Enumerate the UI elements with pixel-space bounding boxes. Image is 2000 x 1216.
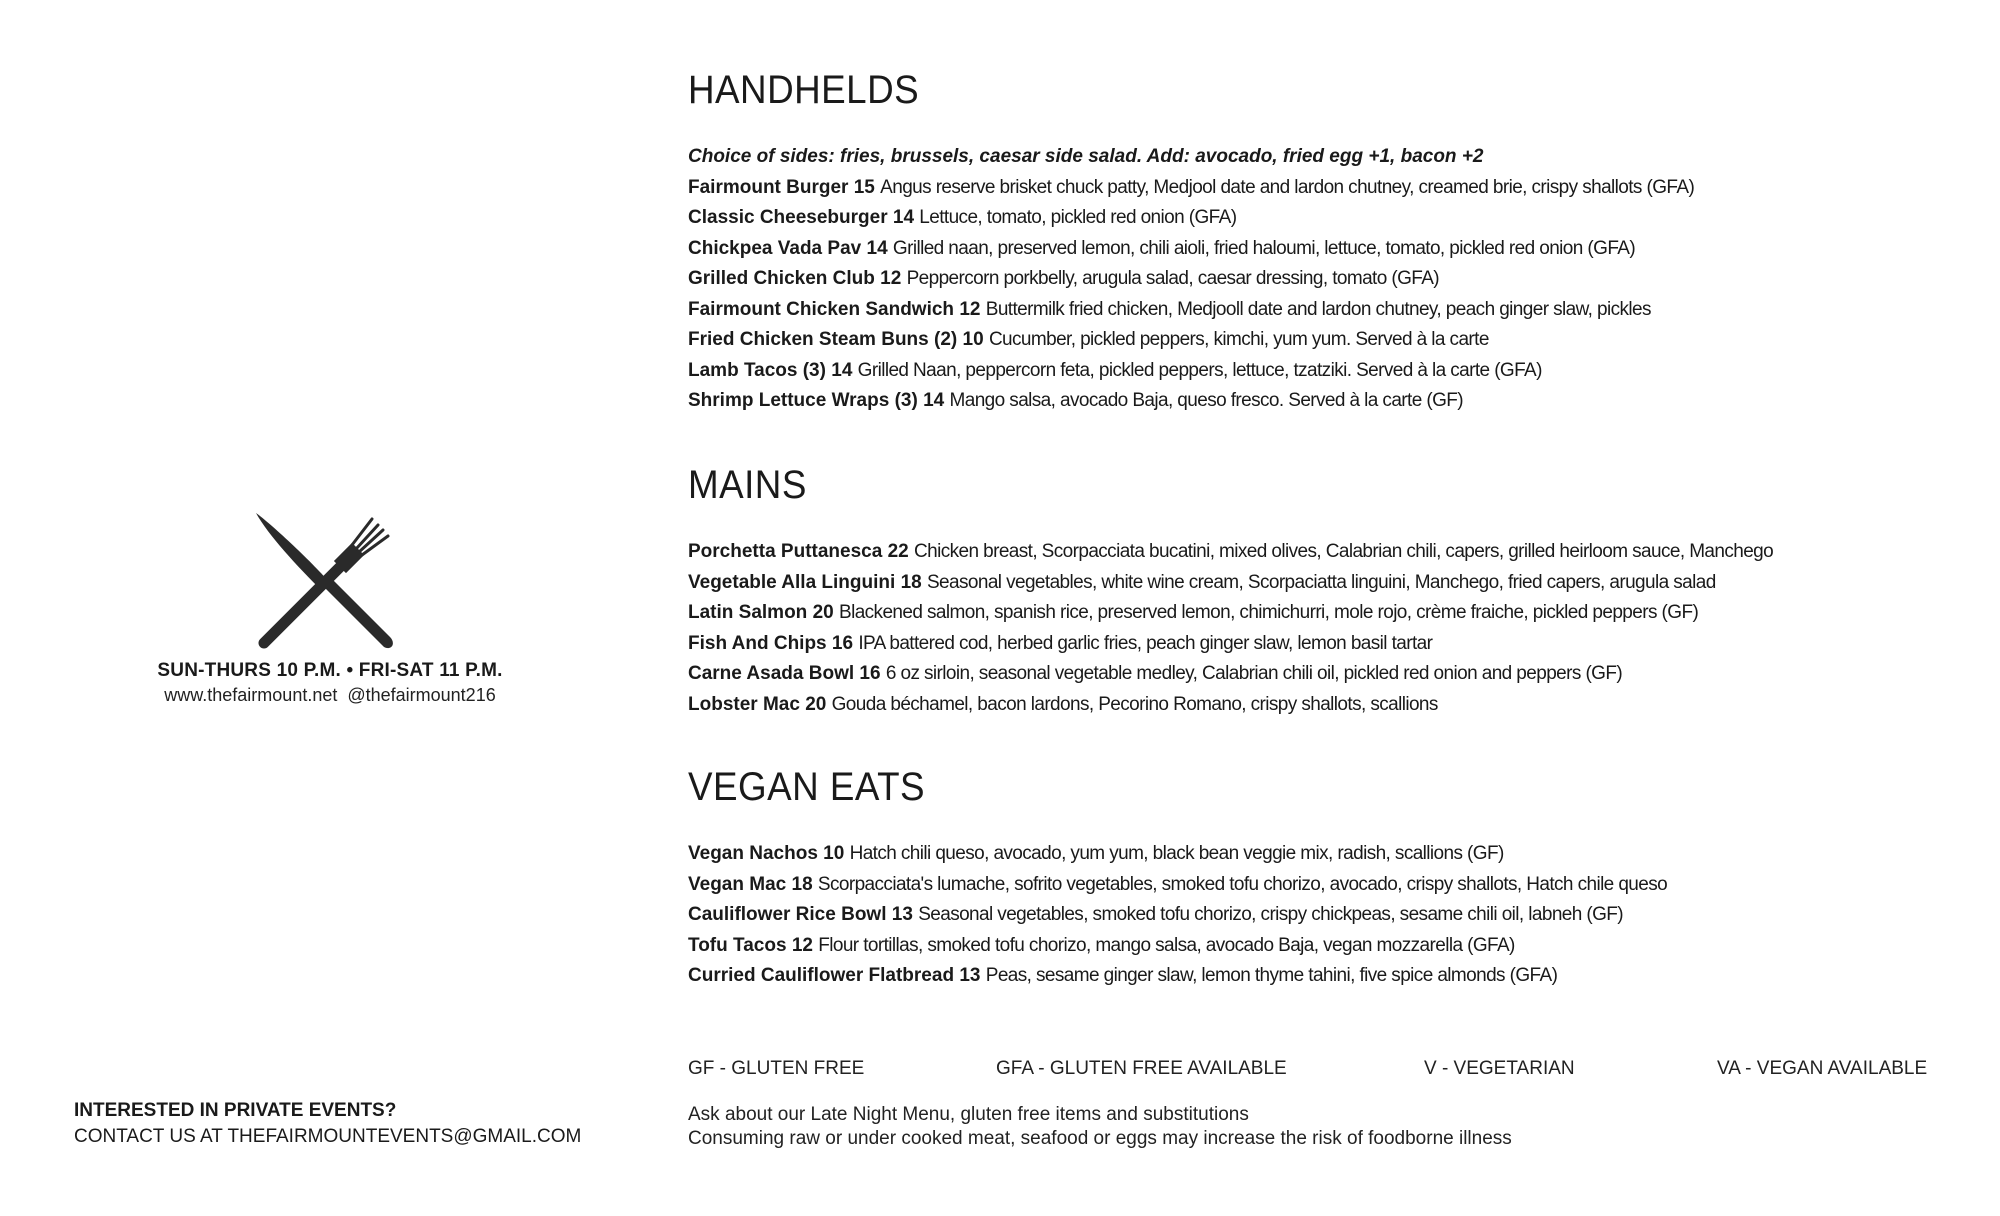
item-description: Angus reserve brisket chuck patty, Medjool date and lardon chutney, creamed brie, crispy shallots (GFA) — [880, 176, 1695, 198]
section-title: VEGAN EATS — [688, 765, 926, 809]
item-price: 13 — [891, 904, 913, 925]
item-name: Fried Chicken Steam Buns (2) — [688, 329, 958, 350]
item-price: 12 — [880, 268, 902, 289]
item-name: Fairmount Burger — [688, 176, 849, 198]
item-price: 16 — [831, 632, 854, 654]
item-price: 14 — [892, 207, 915, 228]
item-description: Cucumber, pickled peppers, kimchi, yum yum. Served à la carte — [988, 329, 1489, 350]
item-name: Lobster Mac — [688, 693, 800, 715]
item-price: 10 — [823, 843, 845, 864]
legend-vegetarian: V - VEGETARIAN — [1424, 1058, 1575, 1079]
item-description: Blackened salmon, spanish rice, preserved lemon, chimichurri, mole rojo, crème fraiche, pickled peppers (GF) — [839, 602, 1699, 623]
item-description: Buttermilk fried chicken, Medjooll date and lardon chutney, peach ginger slaw, pickles — [985, 298, 1651, 320]
menu-item — [688, 264, 1988, 295]
footnote-late-night: Ask about our Late Night Menu, gluten free items and substitutions — [688, 1104, 1249, 1125]
item-name: Porchetta Puttanesca — [688, 541, 883, 562]
item-name: Latin Salmon — [688, 602, 808, 623]
item-description: Flour tortillas, smoked tofu chorizo, mango salsa, avocado Baja, vegan mozzarella (GFA) — [818, 934, 1515, 956]
private-events — [74, 1098, 581, 1150]
item-name: Vegetable Alla Linguini — [688, 571, 896, 593]
menu-list — [688, 537, 1988, 720]
item-description: Mango salsa, avocado Baja, queso fresco. Served à la carte (GF) — [949, 390, 1463, 411]
footnotes — [688, 1103, 1512, 1151]
item-description: Peppercorn porkbelly, arugula salad, caesar dressing, tomato (GFA) — [906, 268, 1440, 289]
item-description: Hatch chili queso, avocado, yum yum, black bean veggie mix, radish, scallions (GF) — [849, 843, 1504, 864]
menu-item — [688, 325, 1988, 356]
item-name: Grilled Chicken Club — [688, 268, 875, 289]
menu-item — [688, 386, 1988, 417]
sides-note: Choice of sides: fries, brussels, caesar side salad. Add: avocado, fried egg +1, bacon +2 — [688, 146, 1484, 167]
item-price: 12 — [959, 298, 981, 320]
website-link[interactable]: www.thefairmount.net — [164, 685, 338, 705]
item-name: Tofu Tacos — [688, 934, 787, 956]
item-name: Classic Cheeseburger — [688, 207, 888, 228]
item-price: 18 — [900, 571, 922, 593]
knife-fork-icon — [250, 505, 400, 655]
item-price: 18 — [791, 873, 813, 895]
item-price: 20 — [812, 602, 834, 623]
private-events-contact[interactable]: CONTACT US AT THEFAIRMOUNTEVENTS@GMAIL.COM — [74, 1126, 582, 1147]
item-description: Chicken breast, Scorpacciata bucatini, mixed olives, Calabrian chili, capers, grilled heirloom sauce, Manchego — [914, 541, 1774, 562]
item-description: Grilled naan, preserved lemon, chili aioli, fried haloumi, lettuce, tomato, pickled red onion (GFA) — [892, 237, 1636, 259]
item-description: Lettuce, tomato, pickled red onion (GFA) — [919, 207, 1237, 228]
item-price: 20 — [805, 693, 827, 715]
item-description: 6 oz sirloin, seasonal vegetable medley, Calabrian chili oil, pickled red onion and peppers (GF) — [885, 663, 1623, 684]
menu-item — [688, 173, 1988, 204]
item-name: Carne Asada Bowl — [688, 663, 855, 684]
menu-item — [688, 870, 1988, 901]
item-price: 16 — [859, 663, 881, 684]
menu-item — [688, 659, 1988, 690]
item-name: Curried Cauliflower Flatbread — [688, 965, 955, 986]
menu-item — [688, 839, 1988, 870]
item-name: Chickpea Vada Pav — [688, 237, 862, 259]
item-name: Vegan Mac — [688, 873, 787, 895]
item-description: Gouda béchamel, bacon lardons, Pecorino Romano, crispy shallots, scallions — [831, 693, 1438, 715]
item-price: 13 — [959, 965, 981, 986]
item-name: Cauliflower Rice Bowl — [688, 904, 887, 925]
section-title: MAINS — [688, 463, 807, 507]
menu-item — [688, 356, 1988, 387]
contact-line — [130, 685, 530, 706]
menu-list — [688, 142, 1988, 417]
legend-gluten-free-available: GFA - GLUTEN FREE AVAILABLE — [996, 1058, 1287, 1079]
item-name: Shrimp Lettuce Wraps (3) — [688, 390, 918, 411]
legend-gluten-free: GF - GLUTEN FREE — [688, 1058, 865, 1079]
social-handle[interactable]: @thefairmount216 — [347, 685, 496, 705]
menu-item — [688, 234, 1988, 265]
menu-item — [688, 961, 1988, 992]
item-description: Scorpacciata's lumache, sofrito vegetables, smoked tofu chorizo, avocado, crispy shallots, Hatch chile queso — [817, 873, 1668, 895]
menu-item — [688, 598, 1988, 629]
item-name: Vegan Nachos — [688, 843, 818, 864]
menu-item — [688, 931, 1988, 962]
section-vegan-eats — [688, 765, 1988, 992]
menu-item — [688, 690, 1988, 721]
private-events-question: INTERESTED IN PRIVATE EVENTS? — [74, 1100, 397, 1121]
item-price: 15 — [853, 176, 875, 198]
opening-hours: SUN-THURS 10 P.M. • FRI-SAT 11 P.M. — [157, 660, 503, 681]
menu-item — [688, 900, 1988, 931]
menu-item — [688, 295, 1988, 326]
item-description: Seasonal vegetables, white wine cream, Scorpaciatta linguini, Manchego, fried capers, arugula salad — [926, 571, 1716, 593]
section-title: HANDHELDS — [688, 68, 920, 112]
legend-vegan-available: VA - VEGAN AVAILABLE — [1717, 1058, 1928, 1079]
item-name: Lamb Tacos (3) — [688, 359, 826, 381]
menu-item — [688, 629, 1988, 660]
section-mains — [688, 463, 1988, 720]
menu-item — [688, 537, 1988, 568]
item-price: 12 — [791, 934, 813, 956]
item-description: Seasonal vegetables, smoked tofu chorizo, crispy chickpeas, sesame chili oil, labneh (GF) — [918, 904, 1624, 925]
footnote-raw-warning: Consuming raw or under cooked meat, seafood or eggs may increase the risk of foodborne illness — [688, 1128, 1512, 1149]
menu-item — [688, 203, 1988, 234]
menu-item — [688, 568, 1988, 599]
item-name: Fish And Chips — [688, 632, 827, 654]
item-description: Peas, sesame ginger slaw, lemon thyme tahini, five spice almonds (GFA) — [985, 965, 1558, 986]
item-price: 22 — [887, 541, 909, 562]
item-price: 14 — [923, 390, 945, 411]
item-description: IPA battered cod, herbed garlic fries, peach ginger slaw, lemon basil tartar — [858, 632, 1433, 654]
item-price: 10 — [962, 329, 984, 350]
item-description: Grilled Naan, peppercorn feta, pickled peppers, lettuce, tzatziki. Served à la carte (GFA) — [857, 359, 1542, 381]
section-handhelds — [688, 68, 1988, 417]
menu-list — [688, 839, 1988, 992]
item-price: 14 — [831, 359, 853, 381]
item-price: 14 — [866, 237, 888, 259]
item-name: Fairmount Chicken Sandwich — [688, 298, 955, 320]
